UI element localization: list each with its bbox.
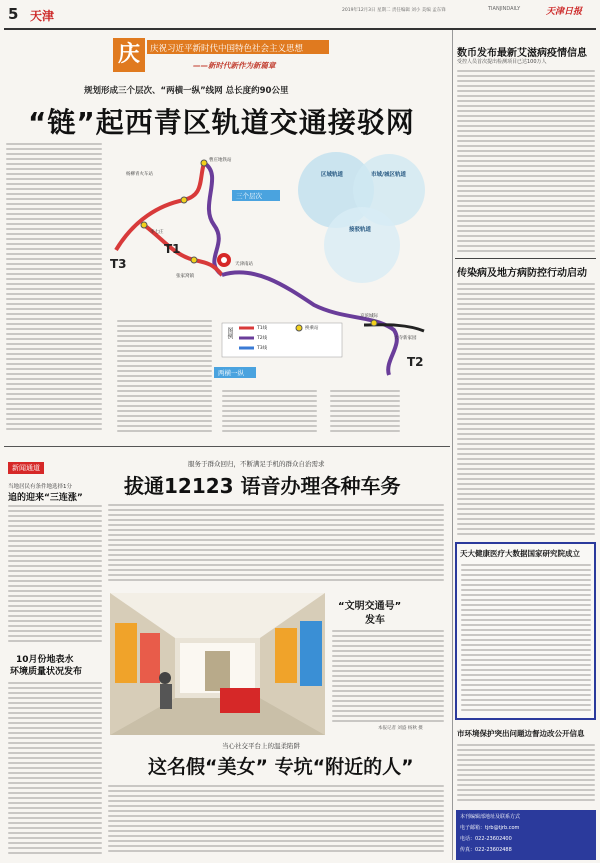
- side-body: [8, 682, 102, 857]
- highlighted-headline: 天大健康医疗大数据国家研究院成立: [460, 549, 580, 558]
- banner: [113, 38, 329, 74]
- side-headline-1: 10月份地表水: [16, 655, 74, 665]
- legend-item-t2: T2线: [257, 336, 268, 341]
- banner-subtitle: ——新时代新作为新篇章: [193, 61, 276, 70]
- map-label-t1: T1: [164, 242, 181, 256]
- map-callout-layers: 三个层次: [236, 192, 262, 200]
- right-footer: [456, 810, 596, 860]
- photo-subtitle: 发车: [365, 615, 385, 626]
- legend-title: 图例: [226, 327, 233, 339]
- map-bubble-2: 市域/城区轨道: [371, 172, 407, 178]
- lead-body-left: [6, 143, 102, 433]
- news-brief-headline: 追的迎来“三连涨”: [8, 493, 83, 503]
- page-number: 5: [8, 5, 19, 23]
- legend-item-t3: T3线: [257, 346, 268, 351]
- right-body-4: [457, 744, 595, 806]
- news-brief-body: [8, 505, 102, 645]
- paper-logo: 天津日报: [546, 7, 583, 17]
- station-label-2: 杨柳青火车站: [126, 172, 153, 177]
- right-headline-4: 市环境保护突出问题边督边改公开信息: [457, 729, 585, 738]
- station-label-1: 曹庄地铁站: [209, 158, 232, 163]
- subway-photo-svg: [110, 593, 325, 735]
- map-label-t2: T2: [407, 355, 424, 369]
- bottom-headline: 这名假“美女” 专坑“附近的人”: [148, 756, 414, 778]
- footer-line-1: 本刊编辑部地址及联系方式: [460, 814, 521, 820]
- legend-item-station: 换乘站: [305, 326, 319, 331]
- lead-body-mid-2: [222, 390, 317, 435]
- section-tag: 天津: [30, 9, 55, 23]
- banner-title-text: 庆祝习近平新时代中国特色社会主义思想: [150, 44, 304, 54]
- footer-line-3: 电话：022-23602400: [460, 836, 512, 842]
- lead-headline: “链”起西青区轨道交通接驳网: [28, 106, 415, 139]
- subway-photo: [110, 593, 325, 735]
- highlighted-body: [461, 564, 591, 714]
- side-headline-2: 环境质量状况发布: [10, 667, 83, 677]
- photo-body: [332, 630, 444, 725]
- lead-kicker: 规划形成三个层次、“两横一纵”线网 总长度约90公里: [84, 86, 289, 96]
- second-kicker: 服务于群众回归，不断满足手机的群众自治需求: [188, 460, 325, 468]
- right-headline-2: 传染病及地方病防控行动启动: [457, 268, 587, 279]
- station-label-4: 张家窝镇: [176, 274, 194, 279]
- photo-credit: 本报记者 刘盛 杨秋 摄: [378, 726, 423, 731]
- station-label-3: 李七庄: [150, 230, 164, 235]
- bottom-kicker: 当心社交平台上的温柔陷阱: [222, 742, 300, 750]
- bottom-body: [108, 785, 444, 857]
- right-body-2: [457, 283, 595, 538]
- photo-title: “文明交通号”: [338, 601, 402, 612]
- lead-body-mid-1: [117, 320, 212, 435]
- news-tag: 新闻通道: [8, 462, 44, 474]
- map-bubble-3: 接驳轨道: [349, 227, 372, 233]
- station-label-5: 天津南站: [235, 262, 253, 267]
- legend-item-t1: T1线: [257, 326, 268, 331]
- station-label-7: 大寺新家园: [394, 336, 417, 341]
- map-label-t3: T3: [110, 257, 127, 271]
- second-headline: 拔通12123 语音办理各种车务: [124, 474, 401, 498]
- footer-line-4: 传真：022-23602488: [460, 847, 512, 853]
- footer-line-2: 电子邮箱：tjrb@tjrb.com: [460, 825, 520, 831]
- date-line: 2019年12月3日 星期二 责任编辑 刘小 美编 孟东锋: [342, 8, 446, 13]
- map-bubble-1: 区域轨道: [321, 172, 344, 178]
- right-headline-1: 数币发布最新艾滋病疫情信息: [457, 48, 587, 59]
- highlighted-article[interactable]: [455, 542, 596, 720]
- banner-logo: 庆: [113, 38, 145, 72]
- map-callout-network: 两横一纵: [218, 369, 244, 377]
- station-label-6: 京滨城际: [360, 314, 378, 319]
- site-name: TIANJINDAILY: [488, 6, 521, 12]
- lead-body-mid-3: [330, 390, 400, 435]
- news-brief-title: 当地居民有条件地选择1分: [8, 484, 73, 490]
- second-body: [108, 504, 444, 584]
- right-sub-1: 受控人员首次提出检测项目已达100万人: [457, 59, 547, 65]
- right-body-1: [457, 70, 595, 255]
